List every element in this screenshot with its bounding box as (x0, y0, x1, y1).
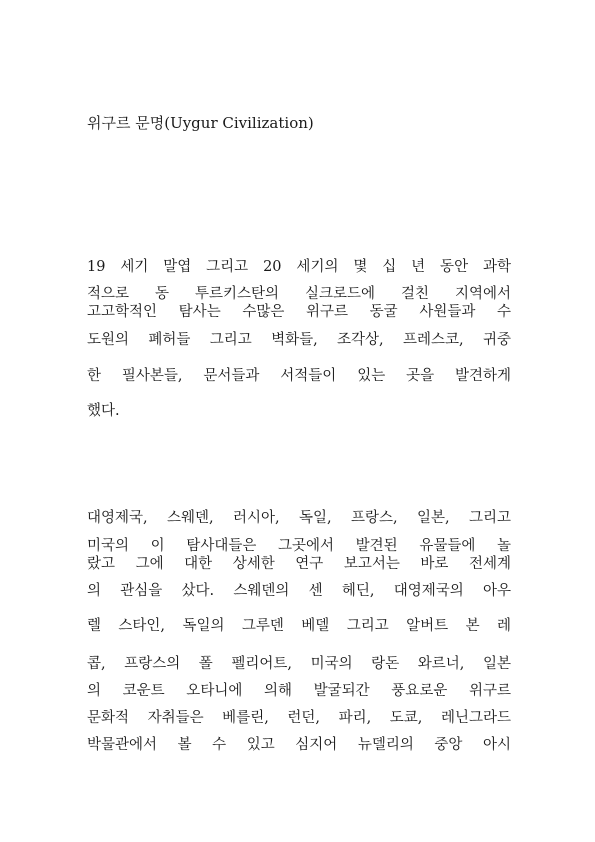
paragraph-line: 문화적 자취들은 베를린, 런던, 파리, 도쿄, 레닌그라드 (87, 710, 511, 726)
paragraph-line: 대영제국, 스웨덴, 러시아, 독일, 프랑스, 일본, 그리고 (87, 510, 511, 526)
paragraph-line: 의 관심을 샀다. 스웨덴의 센 헤딘, 대영제국의 아우 (87, 583, 511, 599)
paragraph-line: 적으로 동 투르키스탄의 실크로드에 걸친 지역에서 (87, 286, 511, 302)
paragraph-line: 19 세기 말엽 그리고 20 세기의 몇 십 년 동안 과학 (87, 259, 511, 275)
paragraph-line: 의 코운트 오타니에 의해 발굴되간 풍요로운 위구르 (87, 683, 511, 699)
paragraph-line: 콥, 프랑스의 폴 펠리어트, 미국의 랑돈 와르너, 일본 (87, 656, 511, 672)
paragraph-line: 랐고 그에 대한 상세한 연구 보고서는 바로 전세계 (87, 556, 511, 572)
paragraph-line: 렐 스타인, 독일의 그루덴 베델 그리고 알버트 본 레 (87, 618, 511, 634)
paragraph-line: 미국의 이 탐사대들은 그곳에서 발견된 유물들에 놀 (87, 538, 511, 554)
paragraph-line: 도원의 폐허들 그리고 벽화들, 조각상, 프레스코, 귀중 (87, 332, 511, 348)
document-title: 위구르 문명(Uygur Civilization) (87, 114, 314, 132)
paragraph-line: 고고학적인 탐사는 수많은 위구르 동굴 사원들과 수 (87, 304, 511, 320)
paragraph-line: 박물관에서 볼 수 있고 심지어 뉴델리의 중앙 아시 (87, 737, 511, 753)
paragraph-line: 했다. (87, 403, 120, 419)
paragraph-line: 한 필사본들, 문서들과 서적들이 있는 곳을 발견하게 (87, 368, 511, 384)
